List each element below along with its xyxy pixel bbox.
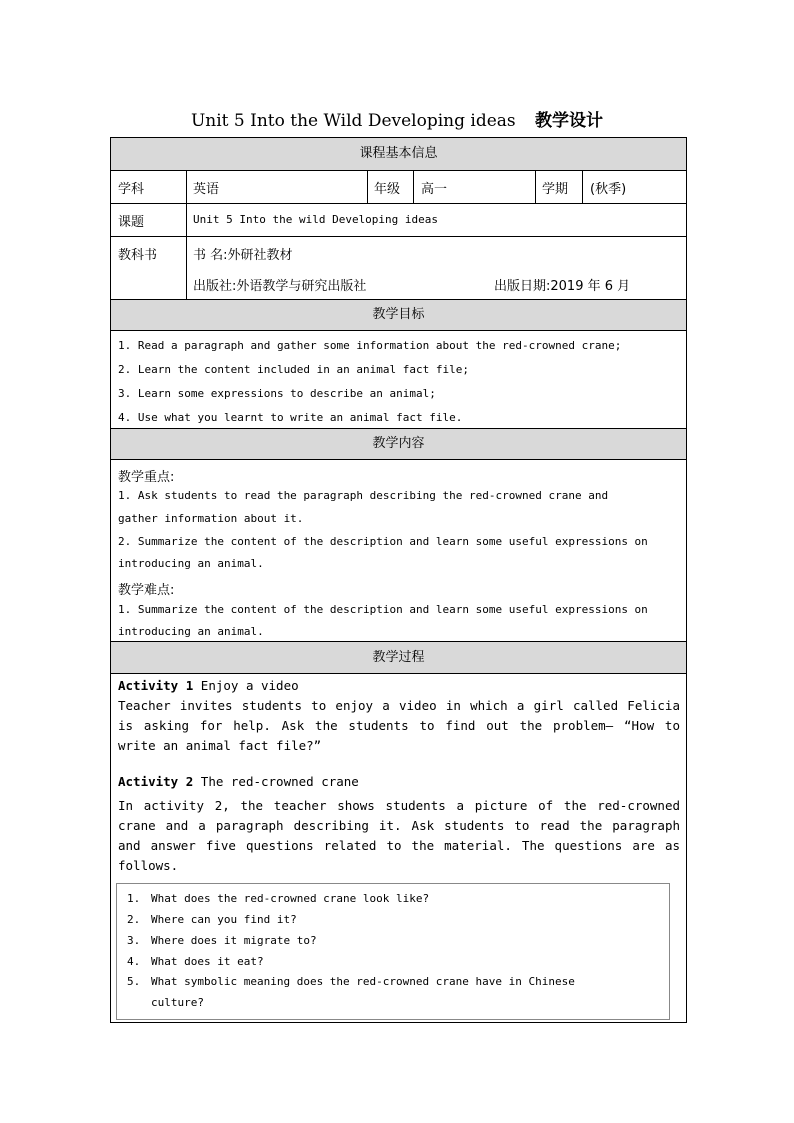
activity-2-text: In activity 2, the teacher shows students a picture of the red-crowned crane and a paragraph describing it. Ask students to read the paragraph and answer five questions related to the material. The questions are as follows. [118, 798, 680, 873]
question-number: 1. [127, 892, 141, 905]
key-point-line: gather information about it. [118, 512, 304, 525]
activity-2-title: The red-crowned crane [193, 774, 359, 789]
activity-2 [118, 772, 680, 876]
goal-item: 1. Read a paragraph and gather some information about the red-crowned crane; [118, 339, 622, 352]
title-chinese: 教学设计 [535, 111, 604, 131]
activity-1 [118, 676, 680, 756]
key-point-line: introducing an animal. [118, 557, 264, 570]
divider [111, 203, 686, 204]
activity-1-heading [118, 676, 680, 696]
question-item [127, 892, 430, 905]
key-point-line: 2. Summarize the content of the description and learn some useful expressions on [118, 535, 648, 548]
goal-item: 4. Use what you learnt to write an animal fact file. [118, 411, 463, 424]
question-number: 4. [127, 955, 141, 968]
term-value: (秋季) [590, 182, 627, 197]
difficult-points-label: 教学难点: [118, 583, 175, 598]
divider [186, 171, 187, 299]
question-text: What does the red-crowned crane look like? [151, 892, 430, 905]
difficult-point-line: introducing an animal. [118, 625, 264, 638]
question-text: What symbolic meaning does the red-crowned crane have in Chinese [151, 975, 575, 988]
divider [535, 171, 536, 203]
question-number: 3. [127, 934, 141, 947]
grade-label: 年级 [374, 182, 401, 197]
goal-item: 2. Learn the content included in an animal fact file; [118, 363, 469, 376]
goals-header: 教学目标 [111, 299, 686, 331]
subject-value: 英语 [193, 182, 220, 197]
divider [413, 171, 414, 203]
publication-date: 出版日期:2019 年 6 月 [494, 279, 631, 294]
grade-value: 高一 [421, 182, 448, 197]
content-header: 教学内容 [111, 428, 686, 460]
activity-1-title: Enjoy a video [193, 678, 299, 693]
topic-label: 课题 [118, 215, 145, 230]
question-text: Where can you find it? [151, 913, 297, 926]
basic-info-header: 课程基本信息 [111, 138, 686, 171]
key-point-line: 1. Ask students to read the paragraph describing the red-crowned crane and [118, 489, 609, 502]
question-text: What does it eat? [151, 955, 264, 968]
question-text: Where does it migrate to? [151, 934, 317, 947]
activity-2-heading [118, 772, 680, 792]
key-points-label: 教学重点: [118, 470, 175, 485]
subject-label: 学科 [118, 182, 145, 197]
question-item [127, 955, 264, 968]
title-english: Unit 5 Into the Wild Developing ideas [190, 111, 516, 131]
question-item [127, 913, 297, 926]
process-header: 教学过程 [111, 641, 686, 674]
divider [111, 236, 686, 237]
textbook-label: 教科书 [118, 248, 158, 263]
divider [582, 171, 583, 203]
difficult-point-line: 1. Summarize the content of the description and learn some useful expressions on [118, 603, 648, 616]
question-number: 5. [127, 975, 141, 988]
question-number: 2. [127, 913, 141, 926]
activity-1-label: Activity 1 [118, 678, 194, 693]
activity-2-label: Activity 2 [118, 774, 194, 789]
question-continuation: culture? [151, 996, 204, 1009]
goal-item: 3. Learn some expressions to describe an animal; [118, 387, 436, 400]
divider [367, 171, 368, 203]
activity-1-text: Teacher invites students to enjoy a video in which a girl called Felicia is asking for help. Ask the students to find out the problem— “How to write an animal fact file?” [118, 698, 680, 753]
lesson-plan-table [110, 137, 687, 1023]
term-label: 学期 [542, 182, 569, 197]
question-item [127, 934, 317, 947]
questions-box [116, 883, 670, 1020]
topic-value: Unit 5 Into the wild Developing ideas [193, 213, 439, 226]
document-title [0, 106, 794, 131]
publisher: 出版社:外语教学与研究出版社 [193, 279, 367, 294]
book-name: 书 名:外研社教材 [193, 248, 293, 263]
question-item [127, 975, 575, 988]
